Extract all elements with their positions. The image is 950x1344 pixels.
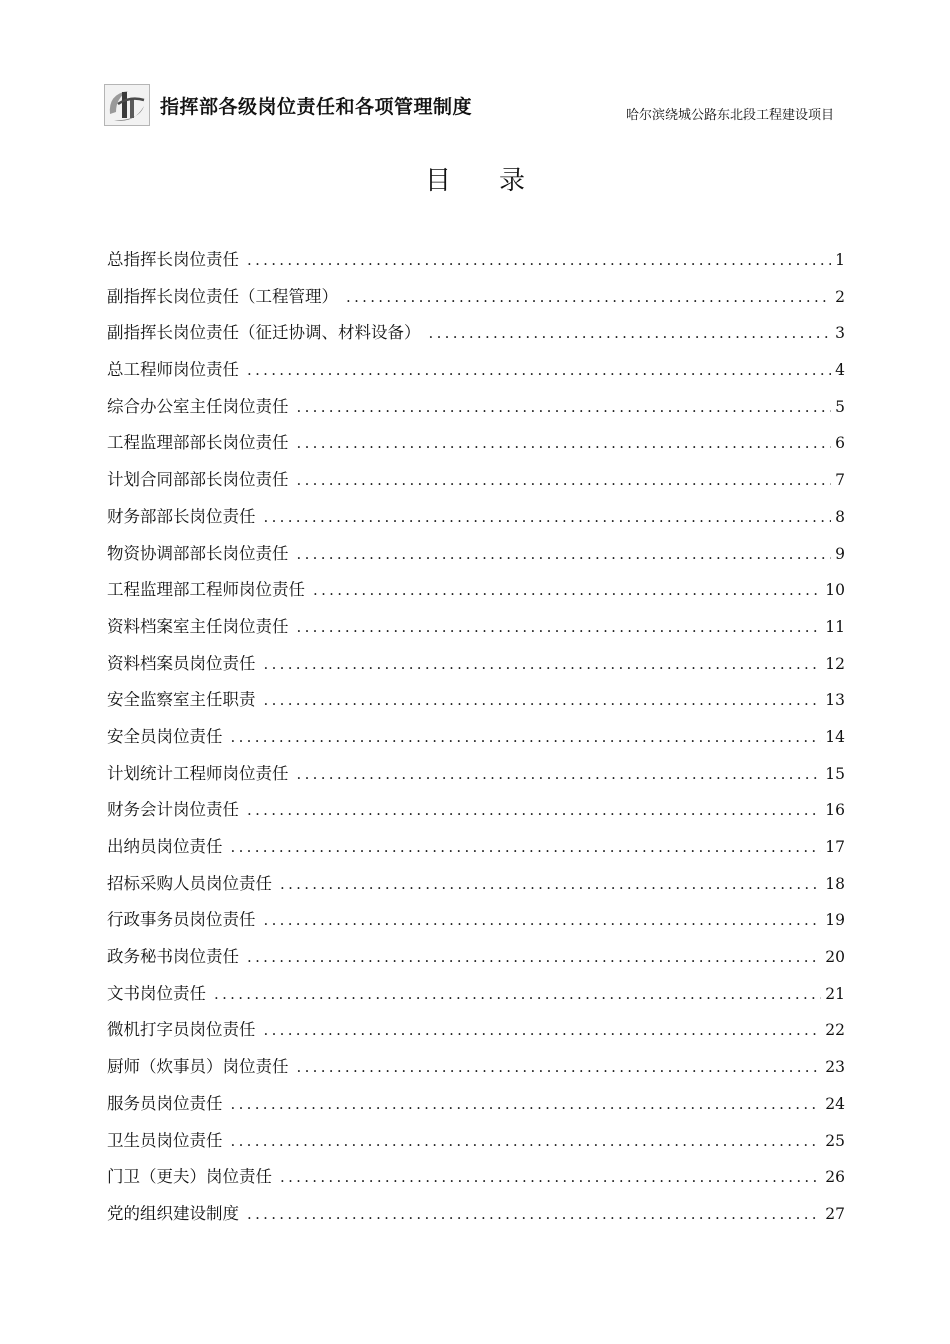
toc-entry[interactable] — [107, 833, 845, 870]
toc-leader-dots — [429, 324, 832, 342]
toc-leader-dots — [297, 1058, 822, 1076]
page-header — [104, 84, 844, 128]
toc-entry-page-number: 22 — [825, 1021, 845, 1040]
toc-leader-dots — [247, 251, 831, 269]
toc-entry-label: 总工程师岗位责任 — [107, 360, 239, 380]
toc-entry[interactable] — [107, 1090, 845, 1127]
toc-entry[interactable] — [107, 870, 845, 907]
toc-entry-label: 政务秘书岗位责任 — [107, 947, 239, 967]
toc-entry-label: 工程监理部工程师岗位责任 — [107, 580, 305, 600]
toc-entry[interactable] — [107, 650, 845, 687]
toc-entry-page-number: 23 — [825, 1058, 845, 1077]
toc-entry-label: 出纳员岗位责任 — [107, 837, 223, 856]
toc-entry[interactable] — [107, 1200, 845, 1237]
toc-entry-label: 总指挥长岗位责任 — [107, 250, 239, 269]
toc-entry[interactable] — [107, 1053, 845, 1090]
toc-entry[interactable] — [107, 1016, 845, 1053]
toc-entry-label: 资料档案员岗位责任 — [107, 653, 256, 673]
toc-entry[interactable] — [107, 283, 845, 320]
toc-leader-dots — [264, 691, 822, 709]
toc-entry[interactable] — [107, 576, 845, 613]
toc-leader-dots — [297, 434, 832, 452]
toc-entry-label: 工程监理部部长岗位责任 — [107, 433, 289, 453]
toc-entry-page-number: 17 — [825, 838, 845, 856]
toc-entry-page-number: 13 — [825, 691, 845, 710]
toc-entry-page-number: 10 — [825, 581, 845, 600]
toc-leader-dots — [297, 398, 832, 416]
toc-entry[interactable] — [107, 613, 845, 650]
toc-entry[interactable] — [107, 906, 845, 943]
toc-leader-dots — [231, 1132, 822, 1150]
toc-entry[interactable] — [107, 503, 845, 540]
toc-leader-dots — [231, 728, 822, 746]
toc-entry-page-number: 27 — [825, 1204, 845, 1223]
toc-entry-page-number: 6 — [835, 434, 845, 453]
toc-entry-label: 微机打字员岗位责任 — [107, 1020, 256, 1040]
toc-entry-page-number: 12 — [825, 654, 845, 673]
toc-entry-page-number: 4 — [835, 361, 845, 380]
toc-leader-dots — [346, 288, 831, 306]
toc-leader-dots — [297, 618, 822, 636]
toc-entry-page-number: 19 — [825, 911, 845, 930]
toc-entry-label: 文书岗位责任 — [107, 983, 206, 1003]
toc-leader-dots — [247, 1205, 821, 1223]
toc-leader-dots — [247, 948, 821, 966]
toc-entry-label: 服务员岗位责任 — [107, 1093, 223, 1113]
toc-entry-page-number: 26 — [825, 1168, 845, 1187]
toc-entry[interactable] — [107, 1163, 845, 1200]
toc-entry[interactable] — [107, 1127, 845, 1164]
project-name: 哈尔滨绕城公路东北段工程建设项目 — [625, 108, 834, 123]
toc-entry-label: 财务会计岗位责任 — [107, 800, 239, 820]
toc-entry-label: 物资协调部部长岗位责任 — [107, 543, 289, 563]
toc-entry[interactable] — [107, 246, 845, 283]
toc-entry-page-number: 7 — [835, 471, 845, 490]
toc-heading: 目录 — [424, 166, 573, 196]
toc-entry-page-number: 15 — [825, 764, 845, 783]
toc-entry-label: 安全员岗位责任 — [107, 726, 223, 746]
toc-leader-dots — [264, 1021, 822, 1039]
toc-entry-page-number: 20 — [825, 948, 845, 967]
toc-leader-dots — [280, 875, 821, 893]
toc-leader-dots — [297, 471, 832, 489]
toc-entry-page-number: 1 — [835, 251, 845, 269]
toc-entry[interactable] — [107, 429, 845, 466]
toc-entry-page-number: 11 — [825, 617, 845, 636]
toc-entry-page-number: 18 — [825, 874, 845, 893]
toc-entry-label: 副指挥长岗位责任（征迁协调、材料设备） — [107, 323, 421, 343]
toc-entry-page-number: 25 — [825, 1131, 845, 1150]
toc-entry-label: 党的组织建设制度 — [107, 1203, 239, 1223]
company-logo-icon — [104, 84, 150, 126]
toc-entry-page-number: 14 — [825, 727, 845, 746]
toc-entry[interactable] — [107, 943, 845, 980]
toc-leader-dots — [264, 655, 822, 673]
toc-entry[interactable] — [107, 319, 845, 356]
toc-entry[interactable] — [107, 393, 845, 430]
toc-entry-label: 门卫（更夫）岗位责任 — [107, 1167, 272, 1187]
toc-entry[interactable] — [107, 686, 845, 723]
document-title: 指挥部各级岗位责任和各项管理制度 — [160, 96, 473, 118]
toc-entry-page-number: 2 — [835, 287, 845, 306]
toc-leader-dots — [297, 765, 822, 783]
toc-entry-label: 计划统计工程师岗位责任 — [107, 763, 289, 783]
toc-entry-page-number: 21 — [825, 984, 845, 1003]
toc-leader-dots — [313, 581, 821, 599]
toc-entry-label: 卫生员岗位责任 — [107, 1130, 223, 1150]
toc-entry[interactable] — [107, 760, 845, 797]
toc-entry[interactable] — [107, 723, 845, 760]
toc-entry-page-number: 24 — [825, 1094, 845, 1113]
toc-entry[interactable] — [107, 980, 845, 1017]
toc-entry-label: 综合办公室主任岗位责任 — [107, 396, 289, 416]
toc-entry-label: 行政事务员岗位责任 — [107, 910, 256, 930]
toc-leader-dots — [297, 545, 832, 563]
toc-leader-dots — [247, 801, 821, 819]
toc-entry-page-number: 5 — [835, 397, 845, 416]
toc-entry-label: 副指挥长岗位责任（工程管理） — [107, 286, 338, 306]
toc-entry-label: 计划合同部部长岗位责任 — [107, 470, 289, 490]
toc-entry[interactable] — [107, 356, 845, 393]
toc-entry-label: 厨师（炊事员）岗位责任 — [107, 1057, 289, 1077]
toc-leader-dots — [231, 1095, 822, 1113]
toc-entry-page-number: 16 — [825, 801, 845, 820]
toc-entry-page-number: 8 — [835, 507, 845, 526]
toc-leader-dots — [247, 361, 831, 379]
toc-leader-dots — [231, 838, 822, 856]
toc-entry-page-number: 9 — [835, 544, 845, 563]
toc-entry[interactable] — [107, 796, 845, 833]
toc-leader-dots — [214, 985, 821, 1003]
toc-leader-dots — [264, 911, 822, 929]
toc-entry-label: 财务部部长岗位责任 — [107, 506, 256, 526]
toc-leader-dots — [280, 1168, 821, 1186]
toc-entry[interactable] — [107, 540, 845, 577]
toc-entry-label: 资料档案室主任岗位责任 — [107, 616, 289, 636]
toc-entry-page-number: 3 — [835, 324, 845, 343]
toc-entry-label: 招标采购人员岗位责任 — [107, 873, 272, 893]
toc-entry[interactable] — [107, 466, 845, 503]
toc-leader-dots — [264, 508, 832, 526]
table-of-contents — [107, 246, 845, 1237]
toc-entry-label: 安全监察室主任职责 — [107, 690, 256, 710]
